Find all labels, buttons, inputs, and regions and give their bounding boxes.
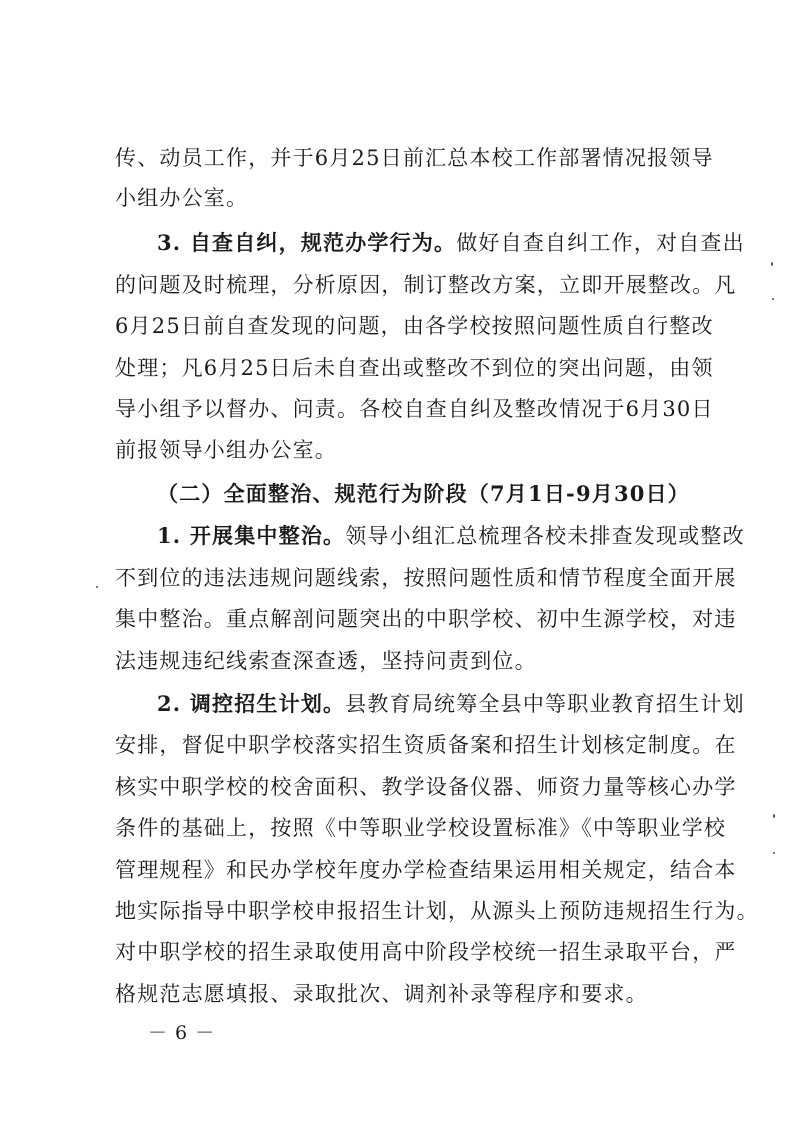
paragraph-line: [115, 604, 737, 634]
body-text: 的问题及时梳理，分析原因，制订整改方案，立即开展整改。凡: [115, 273, 737, 297]
paragraph-line: [157, 228, 745, 258]
item-lead-heading: 1. 开展集中整治。: [157, 523, 346, 548]
body-text: 6月25日前自查发现的问题，由各学校按照问题性质自行整改: [115, 314, 714, 338]
paragraph-line: [115, 772, 737, 802]
body-text: 县教育局统筹全县中等职业教育招生计划: [345, 692, 745, 716]
paragraph-line: [115, 270, 737, 300]
paragraph-line: [115, 855, 737, 885]
paragraph-line: [157, 689, 745, 719]
paragraph-line: [115, 183, 705, 213]
paragraph-line: [115, 435, 705, 465]
paragraph-line: [115, 979, 705, 1009]
body-text: 处理；凡6月25日后未自查出或整改不到位的突出问题，由领: [115, 356, 714, 380]
scan-speck: [771, 262, 773, 266]
body-text: 集中整治。重点解剖问题突出的中职学校、初中生源学校，对违: [115, 607, 737, 631]
scan-speck: [773, 814, 775, 818]
paragraph-line: [115, 646, 705, 676]
paragraph-line: [115, 896, 759, 926]
body-text: 传、动员工作，并于6月25日前汇总本校工作部署情况报领导: [115, 146, 714, 170]
scan-speck: [772, 298, 774, 300]
paragraph-line: [115, 311, 714, 341]
paragraph-line: [115, 353, 714, 383]
body-text: 小组办公室。: [115, 186, 249, 210]
paragraph-line: [115, 813, 727, 843]
body-text: 条件的基础上，按照《中等职业学校设置标准》《中等职业学校: [115, 816, 727, 840]
paragraph-line: [115, 143, 714, 173]
paragraph-line: [157, 521, 745, 551]
body-text: 导小组予以督办、问责。各校自查自纠及整改情况于6月30日: [115, 397, 714, 421]
body-text: 管理规程》和民办学校年度办学检查结果运用相关规定，结合本: [115, 858, 737, 882]
paragraph-line: [115, 937, 737, 967]
item-lead-heading: 2. 调控招生计划。: [157, 691, 346, 716]
scan-speck: [96, 586, 98, 588]
paragraph-line: [115, 394, 714, 424]
body-text: 格规范志愿填报、录取批次、调剂补录等程序和要求。: [115, 982, 648, 1006]
page-number: －6－: [148, 1022, 223, 1044]
body-text: 做好自查自纠工作，对自查出: [456, 231, 745, 255]
body-text: 不到位的违法违规问题线索，按照问题性质和情节程度全面开展: [115, 566, 737, 590]
paragraph-line: [115, 563, 737, 593]
section-heading: （二）全面整治、规范行为阶段（7月1日-9月30日）: [157, 481, 690, 506]
body-text: 领导小组汇总梳理各校未排查发现或整改: [345, 524, 745, 548]
paragraph-line: [115, 730, 737, 760]
body-text: 前报领导小组办公室。: [115, 438, 337, 462]
body-text: 对中职学校的招生录取使用高中阶段学校统一招生录取平台，严: [115, 940, 737, 964]
body-text: 地实际指导中职学校申报招生计划，从源头上预防违规招生行为。: [115, 899, 759, 923]
body-text: 法违规违纪线索查深查透，坚持问责到位。: [115, 649, 537, 673]
body-text: 核实中职学校的校舍面积、教学设备仪器、师资力量等核心办学: [115, 775, 737, 799]
body-text: 安排，督促中职学校落实招生资质备案和招生计划核定制度。在: [115, 733, 737, 757]
item-lead-heading: 3. 自查自纠，规范办学行为。: [157, 230, 457, 255]
scan-speck: [773, 852, 775, 854]
